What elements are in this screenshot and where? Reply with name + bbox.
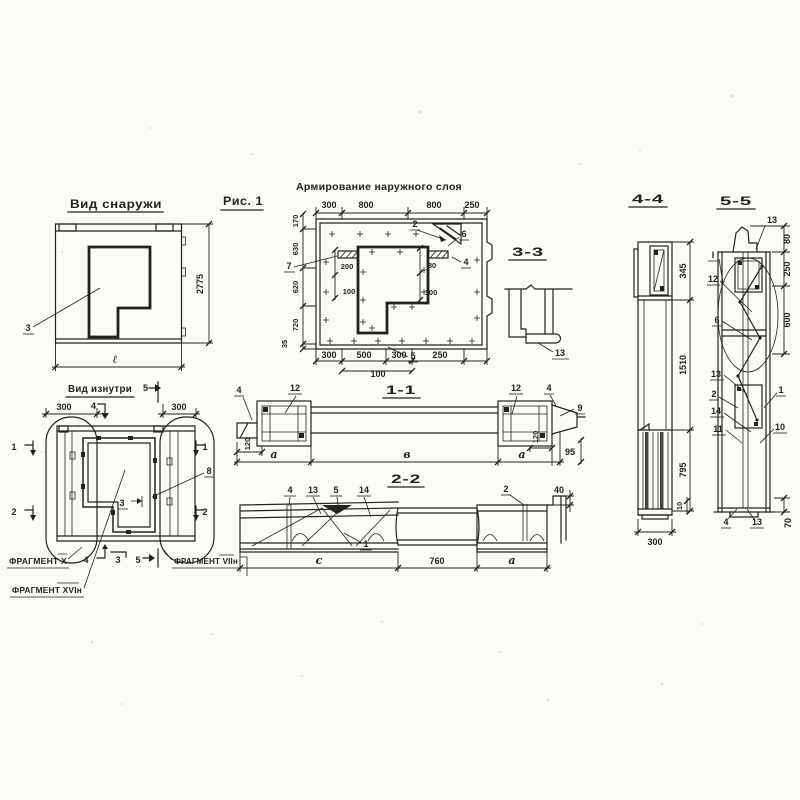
mark-3b-label: 3 [115,555,121,565]
leader-4-22: 4 [287,485,293,495]
section-3-3-profile [505,285,572,343]
inside-view-title: Вид изнутри [68,383,132,395]
marker-3-label: 3 [119,498,125,508]
section-1-1-dims [234,431,584,466]
leader-fragment-I: I [711,250,715,260]
leader-9: 9 [577,403,583,413]
leader-13-top: 13 [766,215,778,225]
dim-100-left: 100 [342,287,356,296]
section-2-2-dims [237,485,574,572]
dim-620: 620 [291,280,300,294]
dim-170: 170 [291,214,300,228]
dim-1510: 1510 [678,354,688,376]
dim-200: 200 [340,262,354,271]
dim-40: 40 [553,485,565,495]
outside-dim-width-text: ℓ [112,353,118,366]
leader-5: 5 [410,351,416,361]
dim-630: 630 [291,242,300,256]
outside-view-title: Вид снаружи [70,197,162,211]
leader-7: 7 [286,261,292,271]
outside-dim-height-text: 2775 [195,273,205,295]
section-3-3-title: 3-3 [512,245,544,259]
dim-95: 95 [564,447,576,457]
dim-300-44: 300 [647,537,663,547]
outside-dim-width [52,343,185,371]
mark-2l-label: 2 [11,507,17,517]
leader-13-bottom-55: 13 [751,517,763,527]
dim-a-left: a [270,448,278,461]
leader-8-label: 8 [206,466,212,476]
section-5-5-leaders [707,215,787,528]
fragment-xvi-label: ФРАГМЕНТ XVIн [12,585,82,595]
dim-80-55: 80 [782,233,792,245]
mark-4-top-label: 4 [91,401,97,411]
section-mark-2-left [11,506,36,521]
dim-300-right-text: 300 [171,402,187,412]
dim-80: 80 [427,261,437,270]
mark-1r-label: 1 [202,442,208,452]
dim-a-22: a [508,554,516,567]
dim-250-bot: 250 [432,350,448,360]
dim-300-bot: 300 [321,350,337,360]
inside-window-frame [81,436,157,534]
fragment-label-bottom [10,470,125,597]
section-5-5 [707,194,793,528]
leader-12-tl: 12 [289,383,301,393]
dim-a-right: a [518,448,526,461]
leader-10-55: 10 [774,422,786,432]
outside-dim-height [182,221,214,346]
dim-100-bot: 100 [370,369,386,379]
outside-view [23,197,213,371]
dim-10: 10 [675,501,684,511]
dim-500-bot: 500 [356,350,372,360]
section-5-5-title: 5-5 [720,194,752,208]
mark-1l-label: 1 [11,442,17,452]
section-3-3-leader-13-label: 13 [554,348,566,358]
outside-leader-3-label: 3 [25,323,31,333]
section-4-4 [629,192,694,547]
dim-300-left-text: 300 [56,402,72,412]
reinforcement-title: Армирование наружного слоя [296,181,462,193]
section-mark-4-top [91,401,109,419]
leader-5-22: 5 [333,485,339,495]
leader-11-55: 11 [713,424,723,434]
reinf-left-dims [280,211,316,352]
mark-2r-label: 2 [202,507,208,517]
mark-5-top-label: 5 [143,383,149,393]
mark-5b-label: 5 [135,555,141,565]
outside-window-opening [89,247,150,337]
leader-4-tr: 4 [546,383,552,393]
reinforcement-view [280,181,492,379]
mark-4b-label: 4 [83,555,89,565]
fragment-vii-label: ФРАГМЕНТ VIIн [174,556,238,566]
dim-70-55: 70 [783,517,793,529]
reinf-leaders [284,219,471,362]
fragment-label-right [162,548,247,576]
section-mark-5-bottom [135,549,158,567]
leader-2: 2 [412,219,418,229]
dim-795: 795 [678,462,688,478]
leader-4: 4 [463,257,469,267]
leader-2-22: 2 [503,484,509,494]
leader-1-55: 1 [778,385,784,395]
dim-345: 345 [678,263,688,279]
section-2-2-title: 2-2 [391,472,421,486]
leader-13-22: 13 [307,485,319,495]
leader-4-tl: 4 [236,385,242,395]
section-4-4-title: 4-4 [632,192,664,206]
dim-c: c [315,554,323,567]
inside-leader-8 [152,466,214,497]
section-2-2 [237,472,574,572]
leader-14-55: 14 [710,406,722,416]
figure-label [221,194,263,210]
reinf-inner-dims [332,245,437,303]
leader-13-mid: 13 [710,369,722,379]
leader-6-55: 6 [714,315,720,325]
leader-12-55: 12 [707,274,719,284]
section-4-4-profile [634,242,672,519]
dim-b-mid: в [403,448,411,461]
dim-120-left: 120 [243,437,252,451]
dim-100-right: 100 [424,288,438,297]
section-3-3 [505,245,572,359]
section-mark-1-left [11,441,36,456]
dim-35: 35 [280,339,289,349]
leader-12-tr: 12 [510,383,522,393]
dim-300-top: 300 [321,200,337,210]
dim-250-55: 250 [782,261,792,277]
fragment-x-label: ФРАГМЕНТ X [9,556,68,566]
dim-800-top2: 800 [426,200,442,210]
reinf-top-dims [313,200,490,219]
inside-dim-300-right [158,402,200,418]
section-mark-5-top [143,382,161,402]
dim-300b-bot: 300 [391,350,407,360]
leader-6: 6 [461,229,467,239]
reinforcement-window-opening [358,247,428,333]
dim-720: 720 [291,318,300,332]
section-3-3-leader-13 [538,343,569,359]
leader-1-22: 1 [363,539,369,549]
leader-2-55: 2 [711,389,717,399]
leader-4-bottom-55: 4 [723,517,729,527]
leader-14-22: 14 [358,485,370,495]
outside-panel-outline [56,224,186,343]
section-5-5-dims [750,223,793,528]
section-mark-3-bottom [111,552,126,565]
inside-view [7,382,247,597]
inside-marker-3 [118,496,142,509]
fragment-label-left [7,547,82,568]
section-1-1-title: 1-1 [386,383,416,397]
section-1-1 [234,383,585,466]
dim-800-top1: 800 [358,200,374,210]
dim-760: 760 [429,556,445,566]
dim-120-right: 120 [531,430,540,444]
dim-250-top: 250 [464,200,480,210]
figure-label-text: Рис. 1 [223,194,263,208]
dim-600-55: 600 [782,312,792,328]
